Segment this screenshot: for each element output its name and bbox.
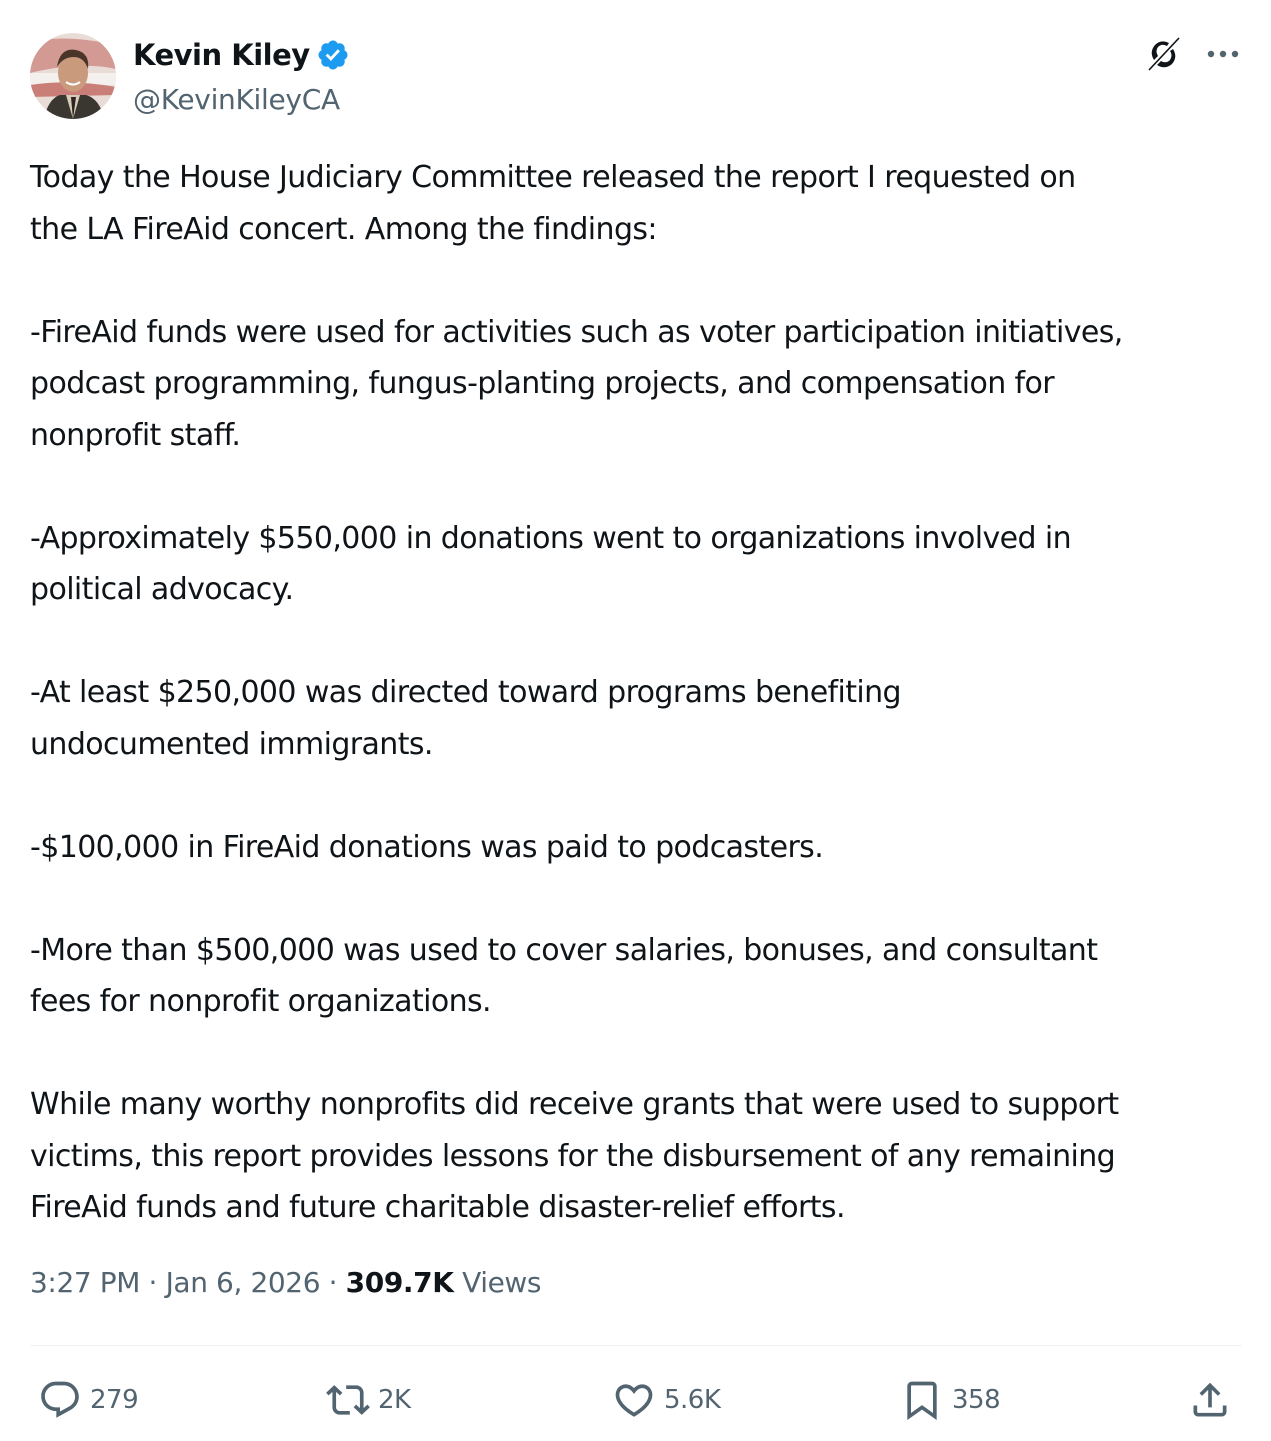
separator: · xyxy=(148,1266,158,1299)
text-line: -$100,000 in FireAid donations was paid to podcasters. xyxy=(30,829,824,865)
like-button[interactable] xyxy=(612,1372,720,1428)
text-line: -More than $500,000 was used to cover salaries, bonuses, and consultant xyxy=(30,932,1098,968)
paragraph-finding-immigrants xyxy=(30,667,1245,770)
paragraph-finding-salaries xyxy=(30,925,1245,1028)
paragraph-conclusion xyxy=(30,1079,1245,1234)
paragraph-finding-podcasters xyxy=(30,822,1245,874)
text-line: nonprofit staff. xyxy=(30,417,241,453)
author-name[interactable]: Kevin Kiley xyxy=(133,38,310,72)
more-options-icon[interactable] xyxy=(1203,40,1243,68)
text-line: Today the House Judiciary Committee released the report I requested on xyxy=(30,160,1076,195)
text-line: FireAid funds and future charitable disaster-relief efforts. xyxy=(30,1190,845,1225)
repost-icon xyxy=(326,1378,370,1422)
like-count: 5.6K xyxy=(664,1385,721,1415)
paragraph-finding-advocacy xyxy=(30,513,1245,616)
paragraph-intro xyxy=(30,152,1245,255)
separator: · xyxy=(328,1266,338,1299)
post-time[interactable]: 3:27 PM xyxy=(30,1266,141,1299)
bookmark-button[interactable] xyxy=(900,1372,1000,1428)
views-label: Views xyxy=(462,1266,542,1299)
post-metadata xyxy=(30,1266,541,1299)
share-icon xyxy=(1188,1378,1232,1422)
grok-icon[interactable] xyxy=(1143,33,1185,75)
author-handle[interactable]: @KevinKileyCA xyxy=(133,83,340,116)
text-line: podcast programming, fungus-planting projects, and compensation for xyxy=(30,366,1055,401)
divider xyxy=(30,1345,1242,1346)
action-bar xyxy=(0,1372,1271,1428)
heart-icon xyxy=(612,1378,656,1422)
reply-button[interactable] xyxy=(38,1372,138,1428)
text-line: victims, this report provides lessons for the disbursement of any remaining xyxy=(30,1138,1116,1174)
reply-icon xyxy=(38,1378,82,1422)
avatar[interactable] xyxy=(30,33,116,119)
text-line: undocumented immigrants. xyxy=(30,726,433,762)
bookmark-count: 358 xyxy=(952,1385,1001,1415)
share-button[interactable] xyxy=(1188,1372,1240,1428)
bookmark-icon xyxy=(900,1378,944,1422)
post-date[interactable]: Jan 6, 2026 xyxy=(165,1266,321,1299)
repost-button[interactable] xyxy=(326,1372,411,1428)
text-line: the LA FireAid concert. Among the findings: xyxy=(30,211,657,247)
text-line: -FireAid funds were used for activities such as voter participation initiatives, xyxy=(30,314,1123,350)
reply-count: 279 xyxy=(90,1385,139,1415)
author-name-row[interactable] xyxy=(133,38,350,72)
text-line: political advocacy. xyxy=(30,572,294,607)
verified-badge-icon[interactable] xyxy=(316,38,350,72)
text-line: fees for nonprofit organizations. xyxy=(30,984,491,1019)
paragraph-finding-activities xyxy=(30,307,1245,462)
post-text xyxy=(30,152,1245,1234)
text-line: -Approximately $550,000 in donations went to organizations involved in xyxy=(30,520,1072,556)
text-line: -At least $250,000 was directed toward programs benefiting xyxy=(30,675,902,710)
profile-photo-icon xyxy=(30,33,116,119)
text-line: While many worthy nonprofits did receive grants that were used to support xyxy=(30,1087,1119,1122)
views-count: 309.7K xyxy=(345,1266,454,1299)
repost-count: 2K xyxy=(378,1385,411,1415)
